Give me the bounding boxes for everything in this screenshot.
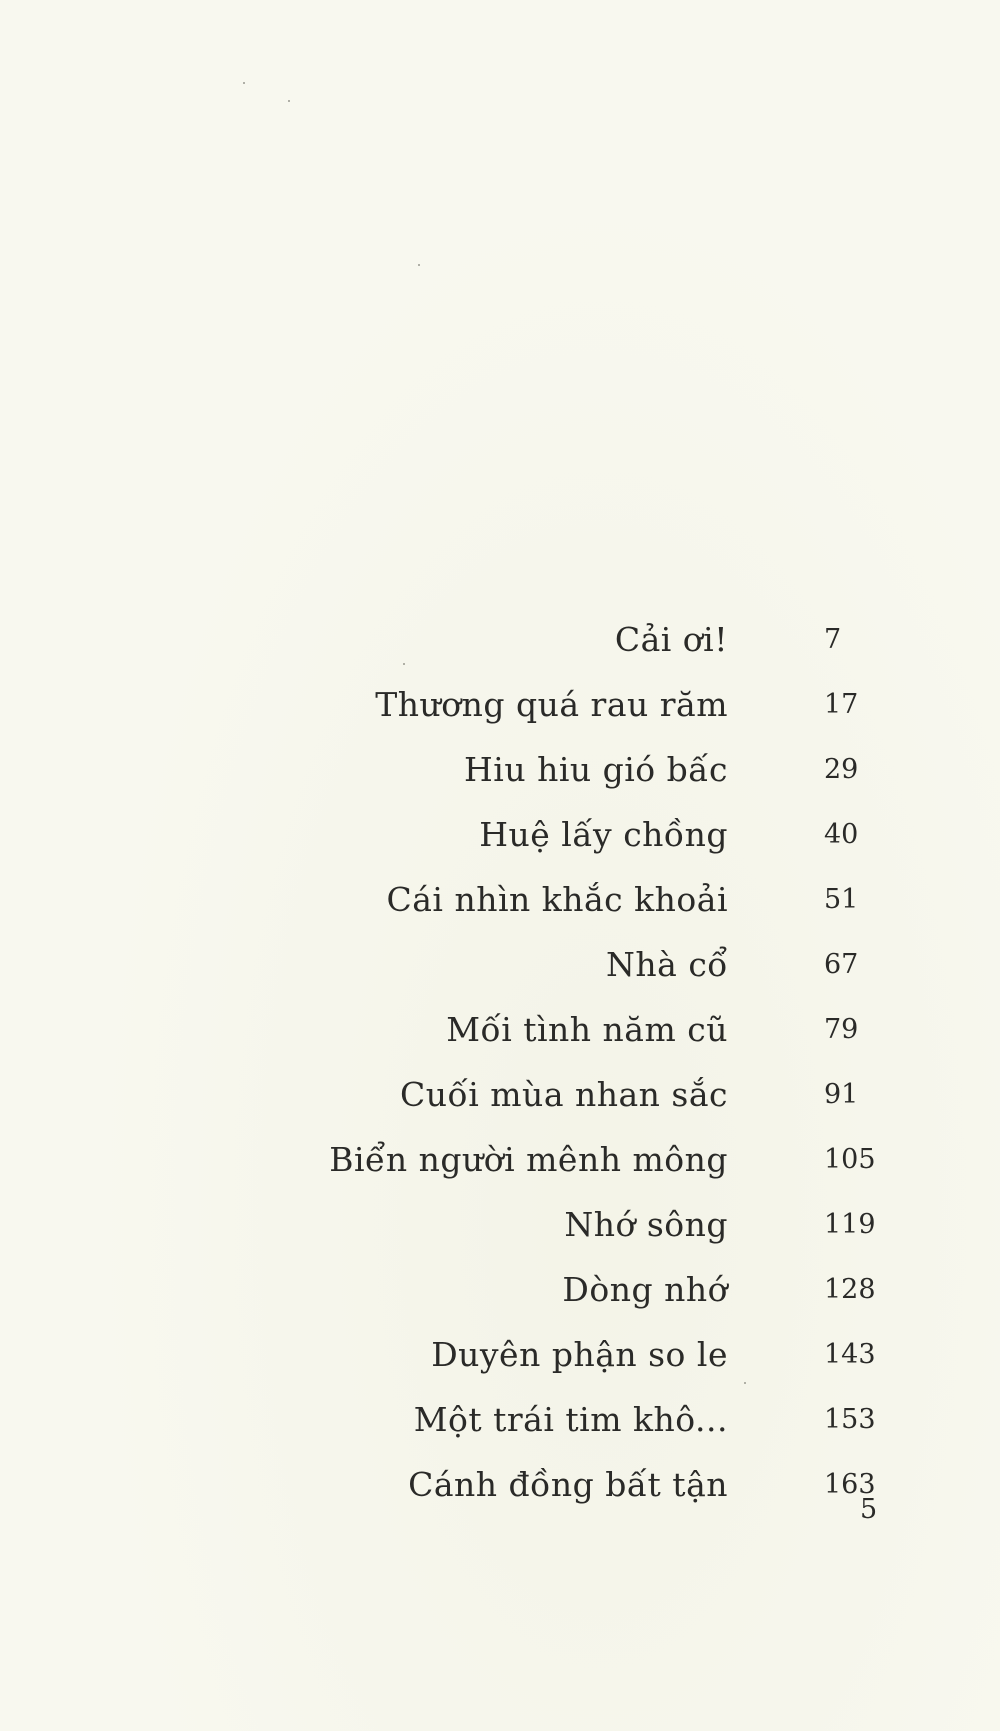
- toc-entry-page: 17: [824, 689, 859, 720]
- toc-entry-page: 128: [824, 1274, 876, 1305]
- toc-entry-page: 143: [824, 1339, 876, 1370]
- toc-entry-title: Duyên phận so le: [431, 1335, 728, 1374]
- toc-entry: [0, 1140, 1000, 1205]
- toc-entry-title: Dòng nhớ: [562, 1270, 728, 1309]
- toc-entry-title: Thương quá rau răm: [375, 685, 728, 724]
- toc-entry-page: 51: [824, 884, 859, 915]
- paper-speck: [288, 100, 290, 102]
- toc-entry-title: Cải ơi!: [614, 620, 728, 659]
- toc-entry-title: Cuối mùa nhan sắc: [400, 1075, 728, 1114]
- toc-entry: [0, 1010, 1000, 1075]
- toc-entry: [0, 1400, 1000, 1465]
- toc-entry: [0, 750, 1000, 815]
- toc-entry-title: Nhà cổ: [606, 945, 728, 984]
- toc-entry-page: 119: [824, 1209, 876, 1240]
- toc-entry-page: 163: [824, 1469, 876, 1500]
- toc-entry-page: 29: [824, 754, 859, 785]
- toc-entry-title: Hiu hiu gió bấc: [464, 750, 728, 789]
- toc-entry: [0, 815, 1000, 880]
- toc-entry: [0, 620, 1000, 685]
- toc-entry-title: Một trái tim khô...: [413, 1400, 728, 1439]
- toc-entry: [0, 1205, 1000, 1270]
- toc-entry-title: Nhớ sông: [564, 1205, 728, 1244]
- toc-entry: [0, 1075, 1000, 1140]
- toc-entry-title: Biển người mênh mông: [329, 1140, 728, 1179]
- toc-entry: [0, 685, 1000, 750]
- paper-speck: [418, 264, 420, 266]
- toc-entry-page: 105: [824, 1144, 876, 1175]
- toc-entry-title: Cánh đồng bất tận: [408, 1465, 728, 1504]
- toc-entry-page: 67: [824, 949, 859, 980]
- toc-entry: [0, 1465, 1000, 1530]
- toc-entry-page: 40: [824, 819, 859, 850]
- toc-entry: [0, 880, 1000, 945]
- toc-entry-title: Cái nhìn khắc khoải: [386, 880, 728, 919]
- toc-entry: [0, 1335, 1000, 1400]
- toc-entry-title: Mối tình năm cũ: [446, 1010, 728, 1049]
- toc-entry-page: 91: [824, 1079, 859, 1110]
- toc-entry: [0, 945, 1000, 1010]
- toc-entry-page: 7: [824, 624, 842, 655]
- toc-entry-page: 79: [824, 1014, 859, 1045]
- paper-speck: [243, 82, 245, 84]
- toc-entry: [0, 1270, 1000, 1335]
- toc-entry-page: 153: [824, 1404, 876, 1435]
- table-of-contents: [0, 620, 1000, 1530]
- toc-entry-title: Huệ lấy chồng: [479, 815, 728, 854]
- page-number: 5: [860, 1494, 878, 1525]
